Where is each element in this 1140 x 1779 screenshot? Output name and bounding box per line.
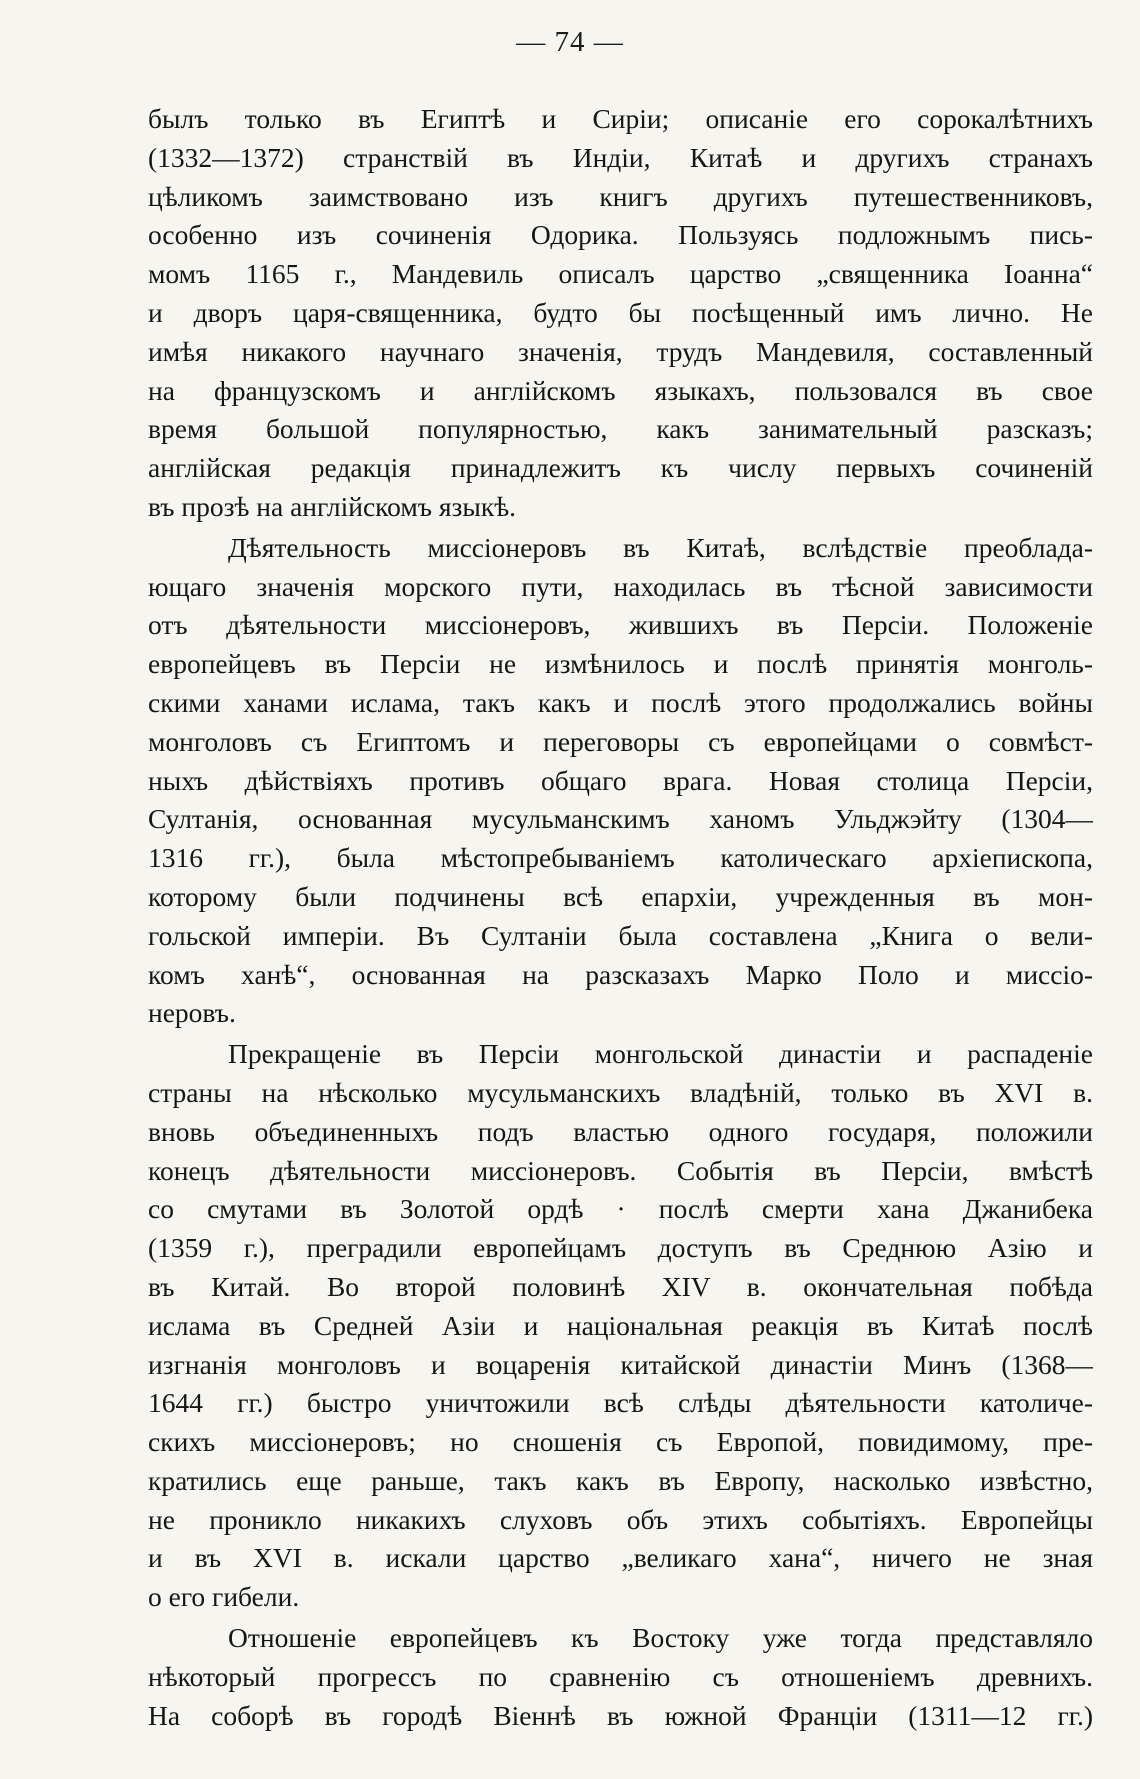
text-line: гольской имперіи. Въ Султаніи была составлена „Книга о вели- xyxy=(148,919,1093,951)
text-line: скими ханами ислама, такъ какъ и послѣ этого продолжались войны xyxy=(148,686,1093,718)
paragraph xyxy=(148,1619,1093,1735)
text-line: въ Китай. Во второй половинѣ XIV в. окончательная побѣда xyxy=(148,1270,1093,1302)
text-line: (1332—1372) странствій въ Индіи, Китаѣ и другихъ странахъ xyxy=(148,141,1093,173)
text-line: былъ только въ Египтѣ и Сиріи; описаніе его сорокалѣтнихъ xyxy=(148,103,1093,134)
text-line: Отношеніе европейцевъ къ Востоку уже тогда представляло xyxy=(228,1622,1093,1654)
text-line: о его гибели. xyxy=(148,1581,300,1613)
text-line: На соборѣ въ городѣ Віеннѣ въ южной Франціи (1311—12 гг.) xyxy=(148,1699,1093,1731)
text-line: не проникло никакихъ слуховъ объ этихъ событіяхъ. Европейцы xyxy=(148,1503,1093,1535)
text-line: особенно изъ сочиненія Одорика. Пользуясь подложнымъ пись- xyxy=(148,219,1093,251)
text-line: изгнанія монголовъ и воцаренія китайской династіи Минъ (1368— xyxy=(148,1348,1093,1380)
text-line: которому были подчинены всѣ епархіи, учрежденныя въ мон- xyxy=(148,880,1093,912)
text-line: и въ XVI в. искали царство „великаго хана“, ничего не зная xyxy=(148,1542,1093,1574)
page-number: — 74 — xyxy=(516,26,624,58)
text-line: время большой популярностью, какъ занимательный разсказъ; xyxy=(148,413,1093,445)
text-line: страны на нѣсколько мусульманскихъ владѣній, только въ XVI в. xyxy=(148,1076,1093,1108)
text-line: конецъ дѣятельности миссіонеровъ. Событія въ Персіи, вмѣстѣ xyxy=(148,1154,1093,1186)
paragraph xyxy=(148,100,1093,527)
text-line: (1359 г.), преградили европейцамъ доступъ въ Среднюю Азію и xyxy=(148,1232,1093,1264)
text-line: имѣя никакого научнаго значенія, трудъ Мандевиля, составленный xyxy=(148,335,1093,367)
text-line: кратились еще раньше, такъ какъ въ Европу, насколько извѣстно, xyxy=(148,1464,1093,1496)
text-line: монголовъ съ Египтомъ и переговоры съ европейцами о совмѣст- xyxy=(148,725,1093,757)
page-body-text xyxy=(148,100,1093,1735)
text-line: неровъ. xyxy=(148,997,236,1029)
text-line: нѣкоторый прогрессъ по сравненію съ отношеніемъ древнихъ. xyxy=(148,1660,1093,1692)
text-line: 1316 гг.), была мѣстопребываніемъ католическаго архіепископа, xyxy=(148,842,1093,874)
text-line: момъ 1165 г., Мандевиль описалъ царство „священника Іоанна“ xyxy=(148,258,1093,290)
text-line: скихъ миссіонеровъ; но сношенія съ Европой, повидимому, пре- xyxy=(148,1426,1093,1458)
text-line: вновь объединенныхъ подъ властью одного государя, положили xyxy=(148,1115,1093,1147)
text-line: англійская редакція принадлежитъ къ числу первыхъ сочиненій xyxy=(148,452,1093,484)
text-line: 1644 гг.) быстро уничтожили всѣ слѣды дѣятельности католиче- xyxy=(148,1387,1093,1419)
text-line: отъ дѣятельности миссіонеровъ, жившихъ въ Персіи. Положеніе xyxy=(148,609,1093,641)
text-line: въ прозѣ на англійскомъ языкѣ. xyxy=(148,490,517,522)
paragraph xyxy=(148,529,1093,1033)
text-line: ющаго значенія морского пути, находилась въ тѣсной зависимости xyxy=(148,570,1093,602)
text-line: со смутами въ Золотой ордѣ · послѣ смерти хана Джанибека xyxy=(148,1193,1093,1225)
text-line: Прекращеніе въ Персіи монгольской династіи и распаденіе xyxy=(228,1038,1093,1070)
text-line: ислама въ Средней Азіи и національная реакція въ Китаѣ послѣ xyxy=(148,1309,1093,1341)
text-line: Дѣятельность миссіонеровъ въ Китаѣ, вслѣдствіе преоблада- xyxy=(228,531,1093,563)
text-line: цѣликомъ заимствовано изъ книгъ другихъ путешественниковъ, xyxy=(148,180,1093,212)
paragraph xyxy=(148,1035,1093,1617)
text-line: комъ ханѣ“, основанная на разсказахъ Марко Поло и миссіо- xyxy=(148,958,1093,990)
text-line: и дворъ царя-священника, будто бы посѣщенный имъ лично. Не xyxy=(148,296,1093,328)
text-line: на французскомъ и англійскомъ языкахъ, пользовался въ свое xyxy=(148,374,1093,406)
text-line: Султанія, основанная мусульманскимъ ханомъ Ульджэйту (1304— xyxy=(148,803,1093,835)
text-line: ныхъ дѣйствіяхъ противъ общаго врага. Новая столица Персіи, xyxy=(148,764,1093,796)
text-line: европейцевъ въ Персіи не измѣнилось и послѣ принятія монголь- xyxy=(148,648,1093,680)
